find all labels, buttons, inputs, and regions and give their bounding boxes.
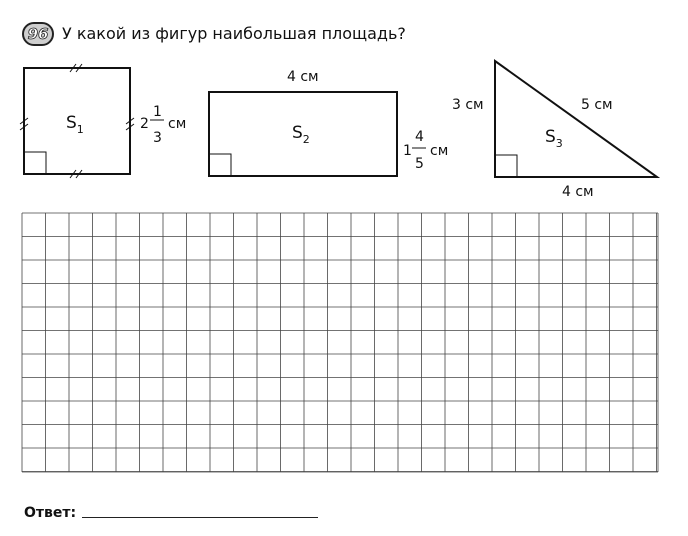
square-side-label bbox=[140, 104, 186, 146]
triangle-hypotenuse-label: 5 см bbox=[581, 97, 613, 113]
square-figure bbox=[20, 64, 186, 178]
svg-text:см: см bbox=[168, 116, 187, 132]
svg-text:1: 1 bbox=[403, 143, 412, 159]
rectangle-name: $S_2$ bbox=[292, 123, 310, 146]
triangle-vertical-leg-label: 3 см bbox=[452, 97, 484, 113]
answer-label: Ответ: bbox=[24, 505, 77, 521]
right-angle-mark bbox=[24, 152, 46, 174]
rectangle-width-label: 4 см bbox=[287, 69, 319, 85]
svg-text:2: 2 bbox=[140, 116, 149, 132]
graph-paper-grid bbox=[22, 213, 658, 472]
svg-text:4: 4 bbox=[415, 129, 424, 145]
triangle-name: $S_3$ bbox=[545, 127, 563, 150]
triangle-horizontal-leg-label: 4 см bbox=[562, 184, 594, 200]
rectangle-height-label bbox=[403, 129, 448, 172]
task-question: У какой из фигур наибольшая площадь? bbox=[62, 24, 406, 43]
svg-text:3: 3 bbox=[153, 130, 162, 146]
right-angle-mark bbox=[209, 154, 231, 176]
svg-text:см: см bbox=[430, 143, 449, 159]
svg-text:5: 5 bbox=[415, 156, 424, 172]
answer-line[interactable] bbox=[82, 517, 318, 518]
task-number: 96 bbox=[27, 25, 49, 43]
equal-side-ticks bbox=[20, 64, 134, 178]
triangle-figure bbox=[452, 61, 657, 200]
rectangle-figure bbox=[209, 69, 448, 176]
square-name: $S_1$ bbox=[66, 113, 84, 136]
right-angle-mark bbox=[495, 155, 517, 177]
svg-text:1: 1 bbox=[153, 104, 162, 120]
